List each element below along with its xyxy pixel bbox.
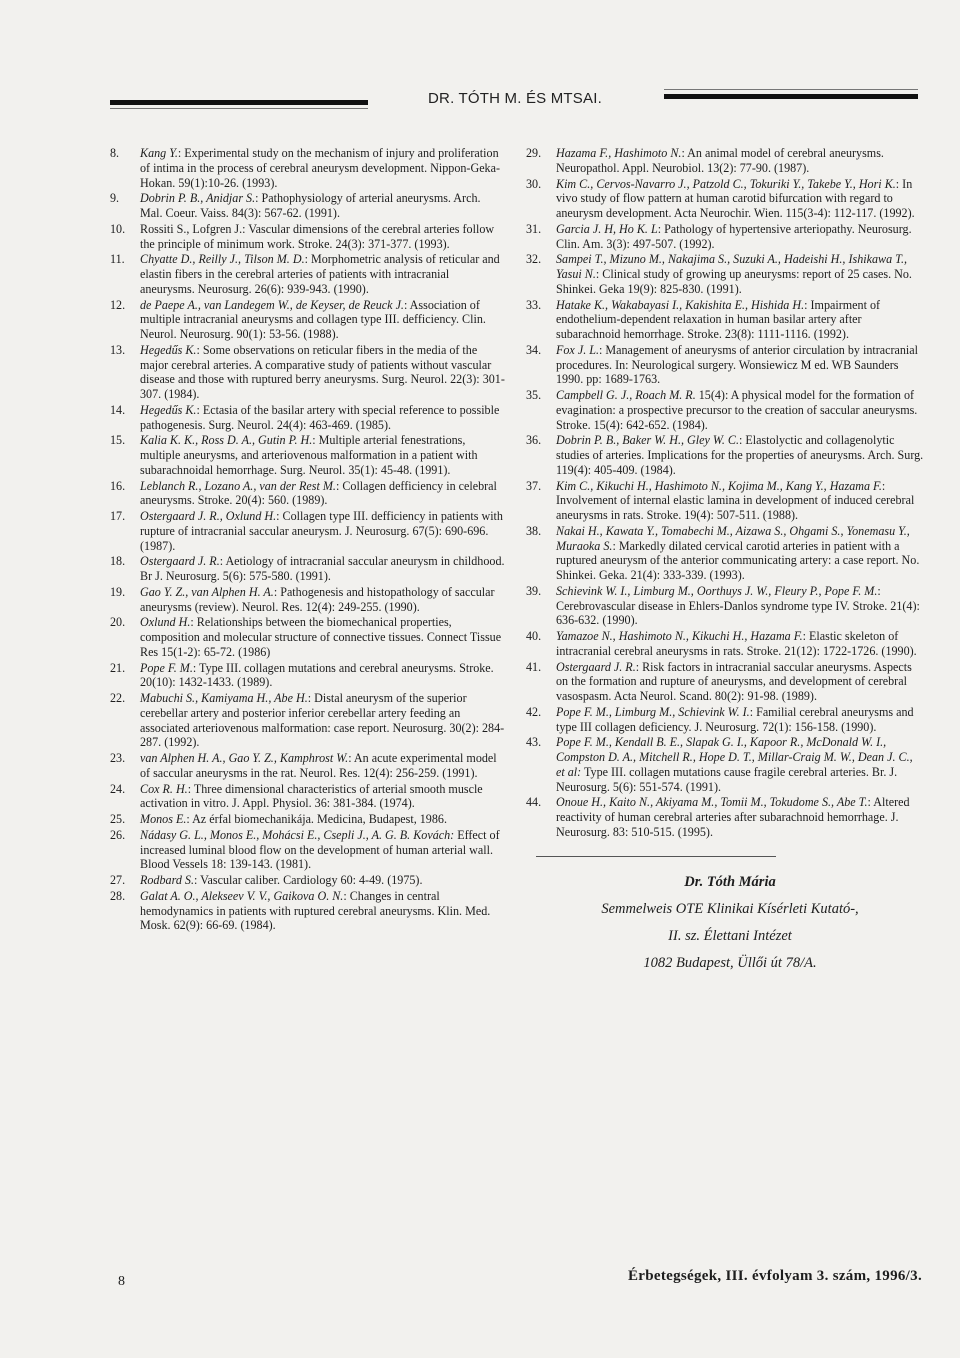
reference-item bbox=[110, 691, 505, 750]
reference-authors: Pope F. M., Limburg M., Schievink W. I. bbox=[556, 704, 750, 719]
reference-authors: Yamazoe N., Hashimoto N., Kikuchi H., Hazama F. bbox=[556, 629, 803, 643]
reference-authors: Leblanch R., Lozano A., van der Rest M. bbox=[140, 478, 336, 493]
reference-text: : Three dimensional characteristics of arterial smooth muscle activation in vitro. J. Appl. Physiol. 36: 381-384. (1974). bbox=[140, 781, 483, 811]
journal-footer: Érbetegségek, III. évfolyam 3. szám, 1996/3. bbox=[628, 1268, 922, 1284]
reference-item bbox=[110, 298, 505, 342]
header-rule-right-thin bbox=[664, 89, 918, 90]
reference-item bbox=[110, 812, 505, 827]
reference-item bbox=[110, 252, 505, 296]
reference-item bbox=[110, 782, 505, 812]
reference-text: : Impairment of endothelium-dependent relaxation in human basilar artery after subarachnoid hemorrhage. Stroke. 23(8): 1111-1116. (1992). bbox=[556, 297, 881, 341]
reference-authors: Kalia K. K., Ross D. A., Gutin P. H. bbox=[140, 433, 313, 448]
reference-item bbox=[526, 298, 924, 342]
running-header-title: DR. TÓTH M. ÉS MTSAI. bbox=[428, 90, 602, 107]
reference-item bbox=[110, 828, 505, 872]
reference-text: : Altered reactivity of human cerebral arteries after subarachnoid hemorrhage. J. Neurosurg. 83: 510-515. (1995). bbox=[556, 795, 910, 839]
reference-item bbox=[110, 873, 505, 888]
reference-number: 10. bbox=[110, 221, 126, 236]
reference-authors: Oxlund H. bbox=[140, 615, 191, 630]
reference-number: 13. bbox=[110, 342, 126, 357]
reference-item bbox=[526, 388, 924, 432]
reference-number: 37. bbox=[526, 478, 542, 493]
signature-affiliation-line2: II. sz. Élettani Intézet bbox=[668, 927, 792, 944]
reference-authors: Schievink W. I., Limburg M., Oorthuys J. W., Fleury P., Pope F. M. bbox=[556, 583, 878, 598]
reference-text: : Changes in central hemodynamics in patients with ruptured cerebral aneurysms. Klin. Med. Mosk. 62(9): 66-69. (1984). bbox=[140, 888, 491, 933]
reference-text: : Vascular caliber. Cardiology 60: 4-49. (1975). bbox=[193, 873, 423, 887]
reference-number: 15. bbox=[110, 433, 126, 448]
reference-item bbox=[110, 343, 505, 402]
reference-item bbox=[110, 585, 505, 615]
signature-separator bbox=[536, 856, 776, 857]
reference-text: : Pathophysiology of arterial aneurysms. Arch. Mal. Coeur. Vaiss. 84(3): 567-62. (1991). bbox=[140, 191, 481, 220]
reference-text: : Management of aneurysms of anterior circulation by intracranial procedures. In: Neurological surgery. Wonsiewicz M ed. WB Saunders 1990. pp: 1689-1763. bbox=[556, 342, 919, 387]
reference-authors: Pope F. M. bbox=[140, 660, 193, 675]
reference-authors: Fox J. L. bbox=[556, 342, 599, 357]
reference-item bbox=[526, 524, 924, 583]
reference-number: 30. bbox=[526, 176, 542, 191]
signature-name: Dr. Tóth Mária bbox=[684, 873, 776, 890]
reference-authors: Hegedűs K. bbox=[140, 342, 197, 357]
reference-text: : Cerebrovascular disease in Ehlers-Danlos syndrome type IV. Stroke. 21(4): 636-632. (1990). bbox=[556, 583, 920, 628]
reference-item bbox=[526, 177, 924, 221]
reference-item bbox=[110, 222, 505, 252]
reference-item bbox=[110, 661, 505, 691]
reference-item bbox=[110, 479, 505, 509]
reference-text: : Involvement of internal elastic lamina in development of induced cerebral aneurysms in rats. Stroke. 19(4): 507-511. (1988). bbox=[556, 478, 915, 522]
reference-item bbox=[526, 660, 924, 704]
reference-number: 16. bbox=[110, 478, 126, 493]
header-rule-right bbox=[664, 94, 918, 99]
reference-number: 32. bbox=[526, 252, 542, 267]
reference-item bbox=[110, 509, 505, 553]
reference-number: 38. bbox=[526, 523, 542, 538]
reference-authors: Sampei T., Mizuno M., Nakajima S., Suzuki A., Hadeishi H., Ishikawa T., Yasui N. bbox=[556, 252, 908, 281]
reference-number: 9. bbox=[110, 191, 120, 206]
reference-number: 44. bbox=[526, 795, 542, 810]
reference-authors: Kang Y. bbox=[140, 146, 178, 160]
reference-text: : Relationships between the biomechanical properties, composition and molecular structure of connective tissues. Connect Tissue Res 15(1-2): 65-72. (1986) bbox=[140, 615, 502, 659]
header-rule-left-thin bbox=[110, 108, 368, 109]
reference-authors: Ostergaard J. R. bbox=[556, 659, 636, 674]
reference-authors: Hazama F., Hashimoto N. bbox=[556, 146, 682, 160]
references-column-left bbox=[110, 146, 505, 934]
references-column-right bbox=[526, 146, 924, 977]
reference-text: Rossiti S., Lofgren J.: Vascular dimensions of the cerebral arteries follow the principle of minimum work. Stroke. 24(3): 371-377. (1993). bbox=[140, 221, 495, 251]
reference-number: 14. bbox=[110, 402, 126, 417]
reference-number: 24. bbox=[110, 781, 126, 796]
reference-authors: Hatake K., Wakabayasi I., Kakishita E., Hishida H. bbox=[556, 297, 805, 312]
reference-text: : Collagen type III. defficiency in patients with rupture of intracranial saccular aneurysm. J. Neurosurg. 67(5): 690-696. (1987). bbox=[140, 509, 503, 553]
reference-item bbox=[526, 479, 924, 523]
reference-item bbox=[110, 191, 505, 221]
reference-item bbox=[526, 343, 924, 387]
reference-item bbox=[526, 146, 924, 176]
reference-item bbox=[110, 615, 505, 659]
reference-item bbox=[526, 252, 924, 296]
reference-number: 27. bbox=[110, 873, 126, 887]
reference-text: : Morphometric analysis of reticular and elastin fibers in the cerebral arteries of patients with intracranial aneurysms. Neurosurg. 26(6): 939-943. (1990). bbox=[140, 252, 500, 296]
reference-authors: Mabuchi S., Kamiyama H., Abe H. bbox=[140, 691, 308, 705]
reference-text: : Type III. collagen mutations and cerebral aneurysms. Stroke. 20(10): 1432-1433. (1989). bbox=[140, 660, 494, 690]
reference-text: Effect of increased luminal blood flow on the development of human arterial wall. Blood Vessels 18: 139-143. (1981). bbox=[140, 827, 500, 872]
reference-text: : Familial cerebral aneurysms and type III collagen deficiency. J. Neurosurg. 72(1): 156-158. (1990). bbox=[556, 704, 914, 734]
reference-number: 39. bbox=[526, 583, 542, 598]
reference-text: : In vivo study of flow pattern at human carotid bifurcation with regard to aneurysm development. Acta Neurochir. Wien. 115(3-4): 112-117. (1992). bbox=[556, 176, 915, 220]
reference-item bbox=[110, 433, 505, 477]
reference-authors: Rodbard S. bbox=[140, 873, 194, 887]
reference-authors: Galat A. O., Alekseev V. V., Gaikova O. N. bbox=[140, 888, 344, 903]
reference-authors: Campbell G. J., Roach M. R. bbox=[556, 388, 696, 402]
reference-text: : Elastic skeleton of intracranial cerebral aneurysms in rats. Stroke. 21(12): 1722-1726. (1990). bbox=[556, 629, 917, 658]
reference-number: 17. bbox=[110, 509, 126, 523]
reference-item bbox=[526, 584, 924, 628]
reference-number: 34. bbox=[526, 342, 542, 357]
reference-item bbox=[110, 889, 505, 933]
reference-authors: Kim C., Kikuchi H., Hashimoto N., Kojima M., Kang Y., Hazama F. bbox=[556, 478, 882, 493]
reference-text: : Elastolyctic and collagenolytic studies of arteries. Implications for the properties of aneurysms. Arch. Surg. 119(4): 405-409. (1984). bbox=[556, 433, 924, 477]
reference-text: : Pathogenesis and histopathology of saccular aneurysms (review). Neurol. Res. 12(4): 249-255. (1990). bbox=[140, 584, 495, 614]
reference-number: 12. bbox=[110, 297, 126, 312]
signature-affiliation-line1: Semmelweis OTE Klinikai Kísérleti Kutató-, bbox=[601, 900, 859, 917]
reference-text: : Pathology of hypertensive arteriopathy. Neurosurg. Clin. Am. 3(3): 497-507. (1992). bbox=[556, 221, 912, 251]
reference-authors: Onoue H., Kaito N., Akiyama M., Tomii M., Tokudome S., Abe T. bbox=[556, 795, 868, 810]
reference-number: 40. bbox=[526, 629, 542, 643]
reference-number: 25. bbox=[110, 812, 126, 826]
reference-authors: Cox R. H. bbox=[140, 781, 188, 796]
reference-authors: Nádasy G. L., Monos E., Mohácsi E., Csepli J., A. G. B. Kovách: bbox=[140, 827, 455, 842]
reference-authors: Dobrin P. B., Baker W. H., Gley W. C. bbox=[556, 433, 739, 448]
reference-authors: Ostergaard J. R. bbox=[140, 554, 220, 569]
reference-number: 29. bbox=[526, 146, 542, 160]
reference-text: : Multiple arterial fenestrations, multiple aneurysms, and arteriovenous malformation in a patient with subarachnoidal hemorrhage. Surg. Neurol. 35(1): 45-48. (1991). bbox=[140, 433, 478, 477]
reference-number: 35. bbox=[526, 388, 542, 402]
reference-number: 8. bbox=[110, 146, 120, 160]
reference-authors: Pope F. M., Kendall B. E., Slapak G. I., Kapoor R., McDonald W. I., Compston D. A., Mitchell R., Hope D. T., Millar-Craig M. W., Dean J. C., et al: bbox=[556, 735, 913, 779]
reference-text: : Some observations on reticular fibers in the media of the major cerebral arteries. A comparative study of patients without vascular disease and those with ruptured berry aneurysms. Surg. Neurol. 22(3): 301-307. (1984). bbox=[140, 342, 505, 401]
reference-text: 15(4): A physical model for the formation of evagination: a prospective precursor to the creation of saccular aneurysms. Stroke. 15(4): 642-652. (1984). bbox=[556, 388, 918, 432]
reference-item bbox=[110, 403, 505, 433]
header-rule-left bbox=[110, 100, 368, 105]
reference-item bbox=[526, 735, 924, 794]
reference-number: 36. bbox=[526, 433, 542, 448]
reference-text: : An acute experimental model of saccular aneurysms in the rat. Neurol. Res. 12(4): 256-259. (1991). bbox=[140, 751, 497, 780]
reference-text: : An animal model of cerebral aneurysms. Neuropathol. Appl. Neurobiol. 13(2): 77-90. (1987). bbox=[556, 146, 884, 175]
reference-authors: Ostergaard J. R., Oxlund H. bbox=[140, 509, 277, 523]
reference-item bbox=[526, 222, 924, 252]
reference-item bbox=[110, 751, 505, 781]
reference-text: Type III. collagen mutations cause fragile cerebral arteries. Br. J. Neurosurg. 5(6): 551-574. (1991). bbox=[556, 764, 898, 794]
reference-authors: Chyatte D., Reilly J., Tilson M. D. bbox=[140, 252, 305, 267]
reference-authors: Monos E. bbox=[140, 812, 187, 826]
reference-number: 23. bbox=[110, 751, 126, 765]
reference-text: : Aetiology of intracranial saccular aneurysm in childhood. Br J. Neurosurg. 5(6): 575-580. (1991). bbox=[140, 554, 505, 583]
reference-number: 11. bbox=[110, 252, 125, 267]
reference-text: : Az érfal biomechanikája. Medicina, Budapest, 1986. bbox=[186, 812, 447, 826]
reference-authors: Kim C., Cervos-Navarro J., Patzold C., Tokuriki Y., Takebe Y., Hori K. bbox=[556, 176, 896, 191]
reference-number: 33. bbox=[526, 297, 542, 312]
reference-text: : Markedly dilated cervical carotid arteries in patient with a ruptured aneurysm of the anterior communicating artery: a case report. No. Shinkei. Geka. 21(4): 333-339. (1993). bbox=[556, 538, 920, 582]
reference-text: : Distal aneurysm of the superior cerebellar artery and posterior inferior cerebellar artery feeding an associated arteriovenous malformation: case report. Neurosurg. 30(2): 284-287. (1992). bbox=[140, 691, 505, 750]
reference-number: 21. bbox=[110, 660, 126, 675]
reference-number: 19. bbox=[110, 584, 126, 599]
reference-text: : Association of multiple intracranial aneurysms and collagen type III. defficiency. Clin. Neurol. Neurosurg. 90(1): 53-56. (1988). bbox=[140, 297, 486, 341]
reference-number: 43. bbox=[526, 735, 542, 750]
reference-number: 22. bbox=[110, 691, 126, 705]
reference-number: 28. bbox=[110, 888, 126, 903]
author-signature bbox=[526, 869, 924, 977]
reference-authors: Hegedűs K. bbox=[140, 402, 197, 417]
reference-authors: Nakai H., Kawata Y., Tomabechi M., Aizawa S., Ohgami S., Yonemasu Y., Muraoka S. bbox=[556, 523, 910, 553]
reference-item bbox=[110, 146, 505, 190]
reference-authors: Dobrin P. B., Anidjar S. bbox=[140, 191, 256, 206]
reference-text: : Collagen defficiency in celebral aneurysms. Stroke. 20(4): 560. (1989). bbox=[140, 478, 497, 508]
page-number: 8 bbox=[118, 1274, 125, 1289]
reference-number: 20. bbox=[110, 615, 126, 630]
reference-item bbox=[526, 629, 924, 659]
reference-text: : Risk factors in intracranial saccular aneurysms. Aspects on the formation and rupture of aneurysms, and development of cerebral vasospasm. Acta Neurol. Scand. 80(2): 91-98. (1989). bbox=[556, 659, 912, 703]
reference-item bbox=[526, 433, 924, 477]
reference-number: 31. bbox=[526, 221, 542, 236]
reference-item bbox=[526, 795, 924, 839]
reference-authors: Gao Y. Z., van Alphen H. A. bbox=[140, 584, 274, 599]
reference-text: : Experimental study on the mechanism of injury and proliferation of intima in the process of cerebral aneurysm development. Nippon-Geka-Hokan. 59(1):10-26. (1993). bbox=[140, 146, 501, 190]
reference-authors: de Paepe A., van Landegem W., de Keyser, de Reuck J. bbox=[140, 297, 404, 312]
reference-number: 41. bbox=[526, 659, 542, 674]
reference-authors: van Alphen H. A., Gao Y. Z., Kamphrost W. bbox=[140, 751, 349, 765]
reference-text: : Ectasia of the basilar artery with special reference to possible pathogenesis. Surg. Neurol. 24(4): 463-469. (1985). bbox=[140, 402, 500, 432]
reference-number: 42. bbox=[526, 704, 542, 719]
reference-item bbox=[526, 705, 924, 735]
reference-number: 18. bbox=[110, 554, 126, 569]
reference-text: : Clinical study of growing up aneurysms: report of 25 cases. No. Shinkei. Geka 19(9): 825-830. (1991). bbox=[556, 267, 912, 296]
reference-authors: Garcia J. H, Ho K. L bbox=[556, 221, 658, 236]
reference-item bbox=[110, 554, 505, 584]
reference-number: 26. bbox=[110, 827, 126, 842]
signature-address: 1082 Budapest, Üllői út 78/A. bbox=[643, 954, 817, 971]
